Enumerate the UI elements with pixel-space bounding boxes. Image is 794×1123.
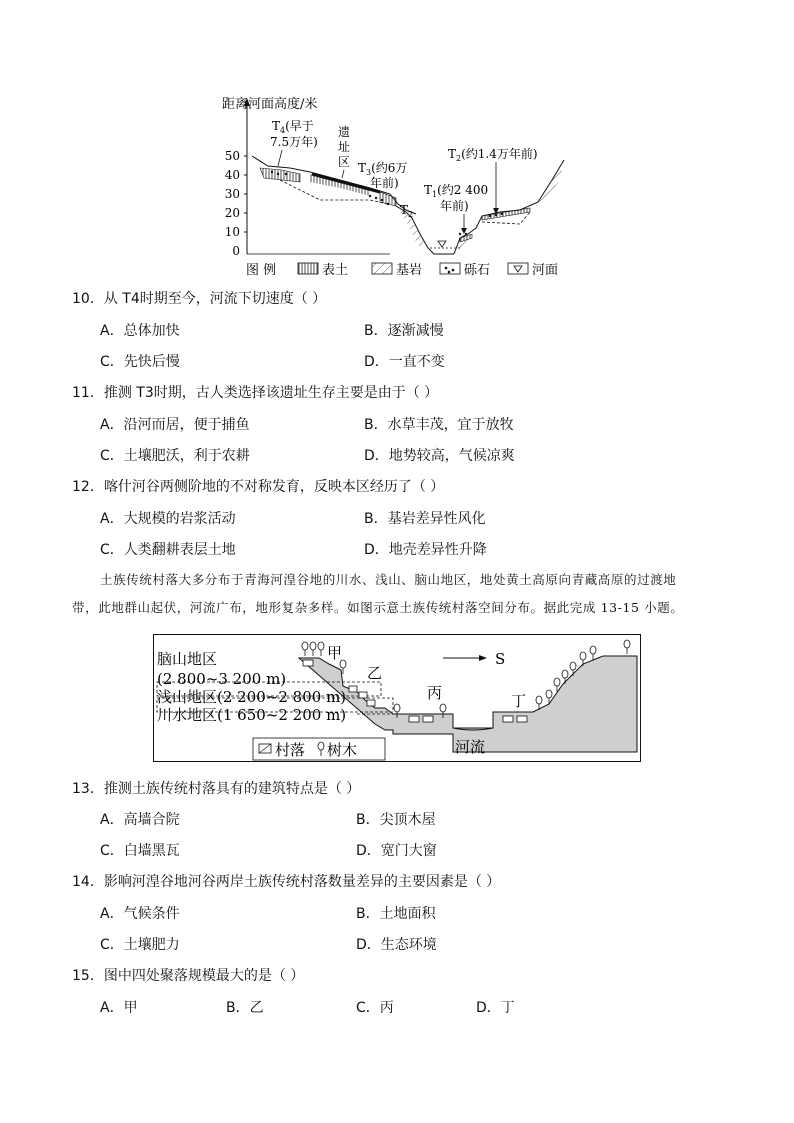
region-mountain-high: 脑山地区 (157, 650, 218, 668)
question-12-option-c: C．人类翻耕表层土地 (100, 542, 236, 558)
question-14-option-b: B．土地面积 (356, 906, 436, 922)
question-14-stem: 14．影响河湟谷地河谷两岸土族传统村落数量差异的主要因素是（ ） (72, 874, 501, 890)
y-tick-20: 20 (224, 206, 240, 220)
village-label-jia: 甲 (327, 644, 343, 662)
bedrock-legend-swatch (372, 263, 392, 274)
legend-topsoil: 表土 (322, 263, 349, 278)
question-10-option-b: B．逐渐减慢 (364, 323, 444, 339)
t1-age-label: 年前) (440, 199, 469, 213)
region-mountain-high-range: (2 800~3 200 m) (157, 670, 287, 688)
question-15-option-d: D．丁 (476, 1000, 515, 1016)
village-label-bing: 丙 (427, 684, 443, 702)
legend-title: 图 例 (246, 263, 277, 278)
region-mountain-shallow: 浅山地区(2 200~2 800 m) (157, 688, 347, 706)
site-label-1: 遗 (338, 125, 351, 139)
question-11-stem: 11．推测 T3时期，古人类选择该遗址生存主要是由于（ ） (72, 385, 439, 401)
figure1-legend (246, 262, 558, 278)
question-12-stem: 12．喀什河谷两侧阶地的不对称发育，反映本区经历了（ ） (72, 479, 445, 495)
y-tick-50: 50 (224, 149, 240, 163)
y-axis-label: 距离河面高度/米 (222, 97, 318, 112)
y-tick-10: 10 (224, 225, 240, 239)
passage-line-2: 带，此地群山起伏，河流广布，地形复杂多样。如图示意土族传统村落空间分布。据此完成 13-15 小题。 (72, 600, 684, 615)
t3-label: $T_3$(约6万 (358, 161, 408, 177)
question-10-option-a: A．总体加快 (100, 323, 180, 339)
legend-village-label: 村落 (275, 741, 306, 759)
question-11-option-b: B．水草丰茂，宜于放牧 (364, 417, 514, 433)
y-tick-40: 40 (224, 168, 240, 182)
t3-age-label: 年前) (370, 176, 399, 190)
y-tick-30: 30 (224, 187, 240, 201)
question-12-option-d: D．地壳差异性升降 (364, 542, 487, 558)
question-15-option-a: A．甲 (100, 1000, 138, 1016)
river-label: 河流 (455, 738, 486, 756)
question-13-option-d: D．宽门大窗 (356, 843, 437, 859)
legend-river-surface: 河面 (532, 263, 559, 278)
question-11-option-a: A．沿河而居，便于捕鱼 (100, 417, 250, 433)
terrace-cross-section-figure (220, 88, 580, 280)
t4-label: $T_4$(早于 (272, 119, 314, 135)
question-15-option-b: B．乙 (226, 1000, 264, 1016)
direction-south-label: S (495, 650, 506, 668)
region-river-valley: 川水地区(1 650~2 200 m) (157, 706, 347, 724)
site-label-2: 址 (338, 140, 351, 154)
question-14-option-a: A．气候条件 (100, 906, 180, 922)
t1-label: $T_1$(约2 400 (424, 183, 489, 199)
question-13-option-a: A．高墙合院 (100, 812, 180, 828)
village-distribution-figure (153, 634, 641, 762)
question-10-option-d: D．一直不变 (364, 354, 445, 370)
village-label-ding: 丁 (511, 692, 527, 710)
legend-tree-label: 树木 (327, 741, 358, 759)
t2-left-label: $T_2$ (400, 203, 414, 219)
t2-label: $T_2$(约1.4万年前) (448, 147, 538, 163)
passage-line-1: 土族传统村落大多分布于青海河湟谷地的川水、浅山、脑山地区，地处黄土高原向青藏高原的过渡地 (100, 572, 677, 587)
question-15-stem: 15．图中四处聚落规模最大的是（ ） (72, 968, 305, 984)
topsoil-legend-swatch (298, 263, 318, 274)
legend-gravel: 砾石 (464, 263, 491, 278)
village-label-yi: 乙 (367, 664, 383, 682)
question-10-stem: 10．从 T4时期至今，河流下切速度（ ） (72, 291, 327, 307)
tree-legend-icon (318, 742, 324, 750)
question-15-option-c: C．丙 (356, 1000, 394, 1016)
question-14-option-d: D．生态环境 (356, 937, 437, 953)
question-11-option-c: C．土壤肥沃，利于农耕 (100, 448, 250, 464)
question-11-option-d: D．地势较高，气候凉爽 (364, 448, 515, 464)
question-14-option-c: C．土壤肥力 (100, 937, 180, 953)
legend-bedrock: 基岩 (396, 263, 423, 278)
question-10-option-c: C．先快后慢 (100, 354, 180, 370)
site-label-3: 区 (338, 155, 351, 169)
question-12-option-a: A．大规模的岩浆活动 (100, 511, 236, 527)
question-13-option-b: B．尖顶木屋 (356, 812, 436, 828)
y-tick-0: 0 (232, 244, 240, 258)
t4-age-label: 7.5万年) (270, 135, 318, 149)
question-12-option-b: B．基岩差异性风化 (364, 511, 486, 527)
question-13-stem: 13．推测土族传统村落具有的建筑特点是（ ） (72, 781, 361, 797)
question-13-option-c: C．白墙黑瓦 (100, 843, 180, 859)
